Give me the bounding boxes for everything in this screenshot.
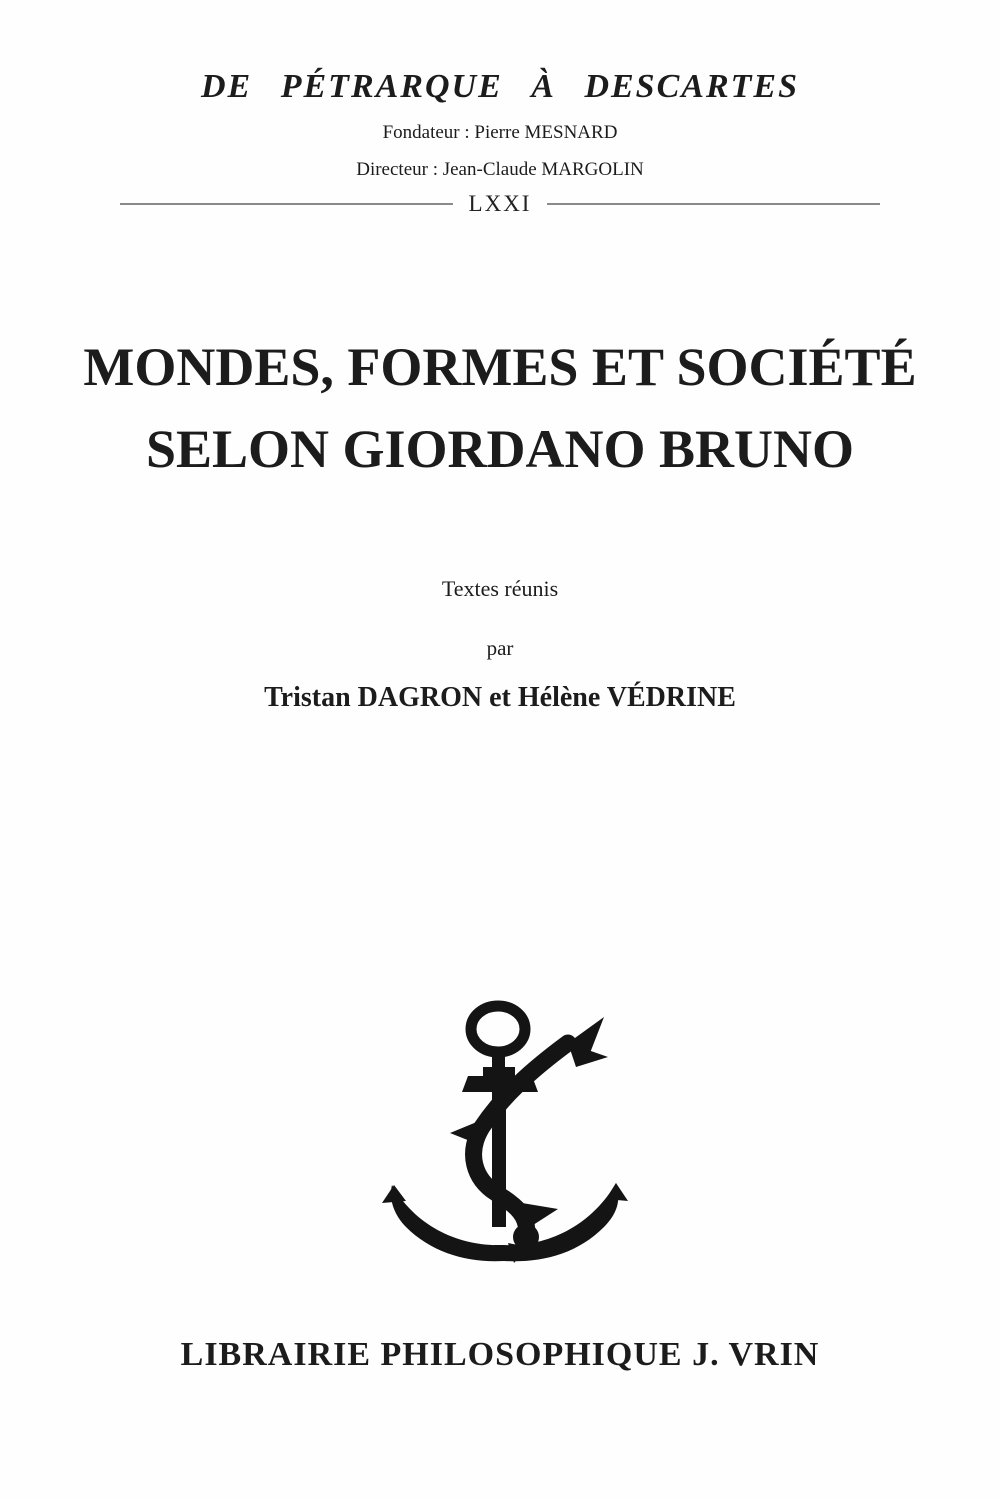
left-rule bbox=[120, 203, 453, 205]
book-title-line2: SELON GIORDANO BRUNO bbox=[145, 419, 855, 479]
right-rule bbox=[547, 203, 880, 205]
book-title-line1: MONDES, FORMES ET SOCIÉTÉ bbox=[83, 337, 917, 397]
book-title bbox=[0, 326, 1000, 490]
publisher-name: LIBRAIRIE PHILOSOPHIQUE J. VRIN bbox=[180, 1336, 820, 1373]
volume-number: LXXI bbox=[468, 191, 532, 216]
director-line: Directeur : Jean-Claude MARGOLIN bbox=[356, 159, 644, 180]
editors-names: Tristan DAGRON et Hélène VÉDRINE bbox=[264, 682, 736, 713]
edited-label: Textes réunis bbox=[441, 576, 559, 601]
series-title: DE PÉTRARQUE À DESCARTES bbox=[201, 68, 799, 105]
volume-divider bbox=[120, 191, 880, 217]
by-label: par bbox=[486, 636, 514, 660]
founder-line: Fondateur : Pierre MESNARD bbox=[382, 122, 618, 143]
anchor-dolphin-emblem-icon bbox=[380, 995, 630, 1265]
